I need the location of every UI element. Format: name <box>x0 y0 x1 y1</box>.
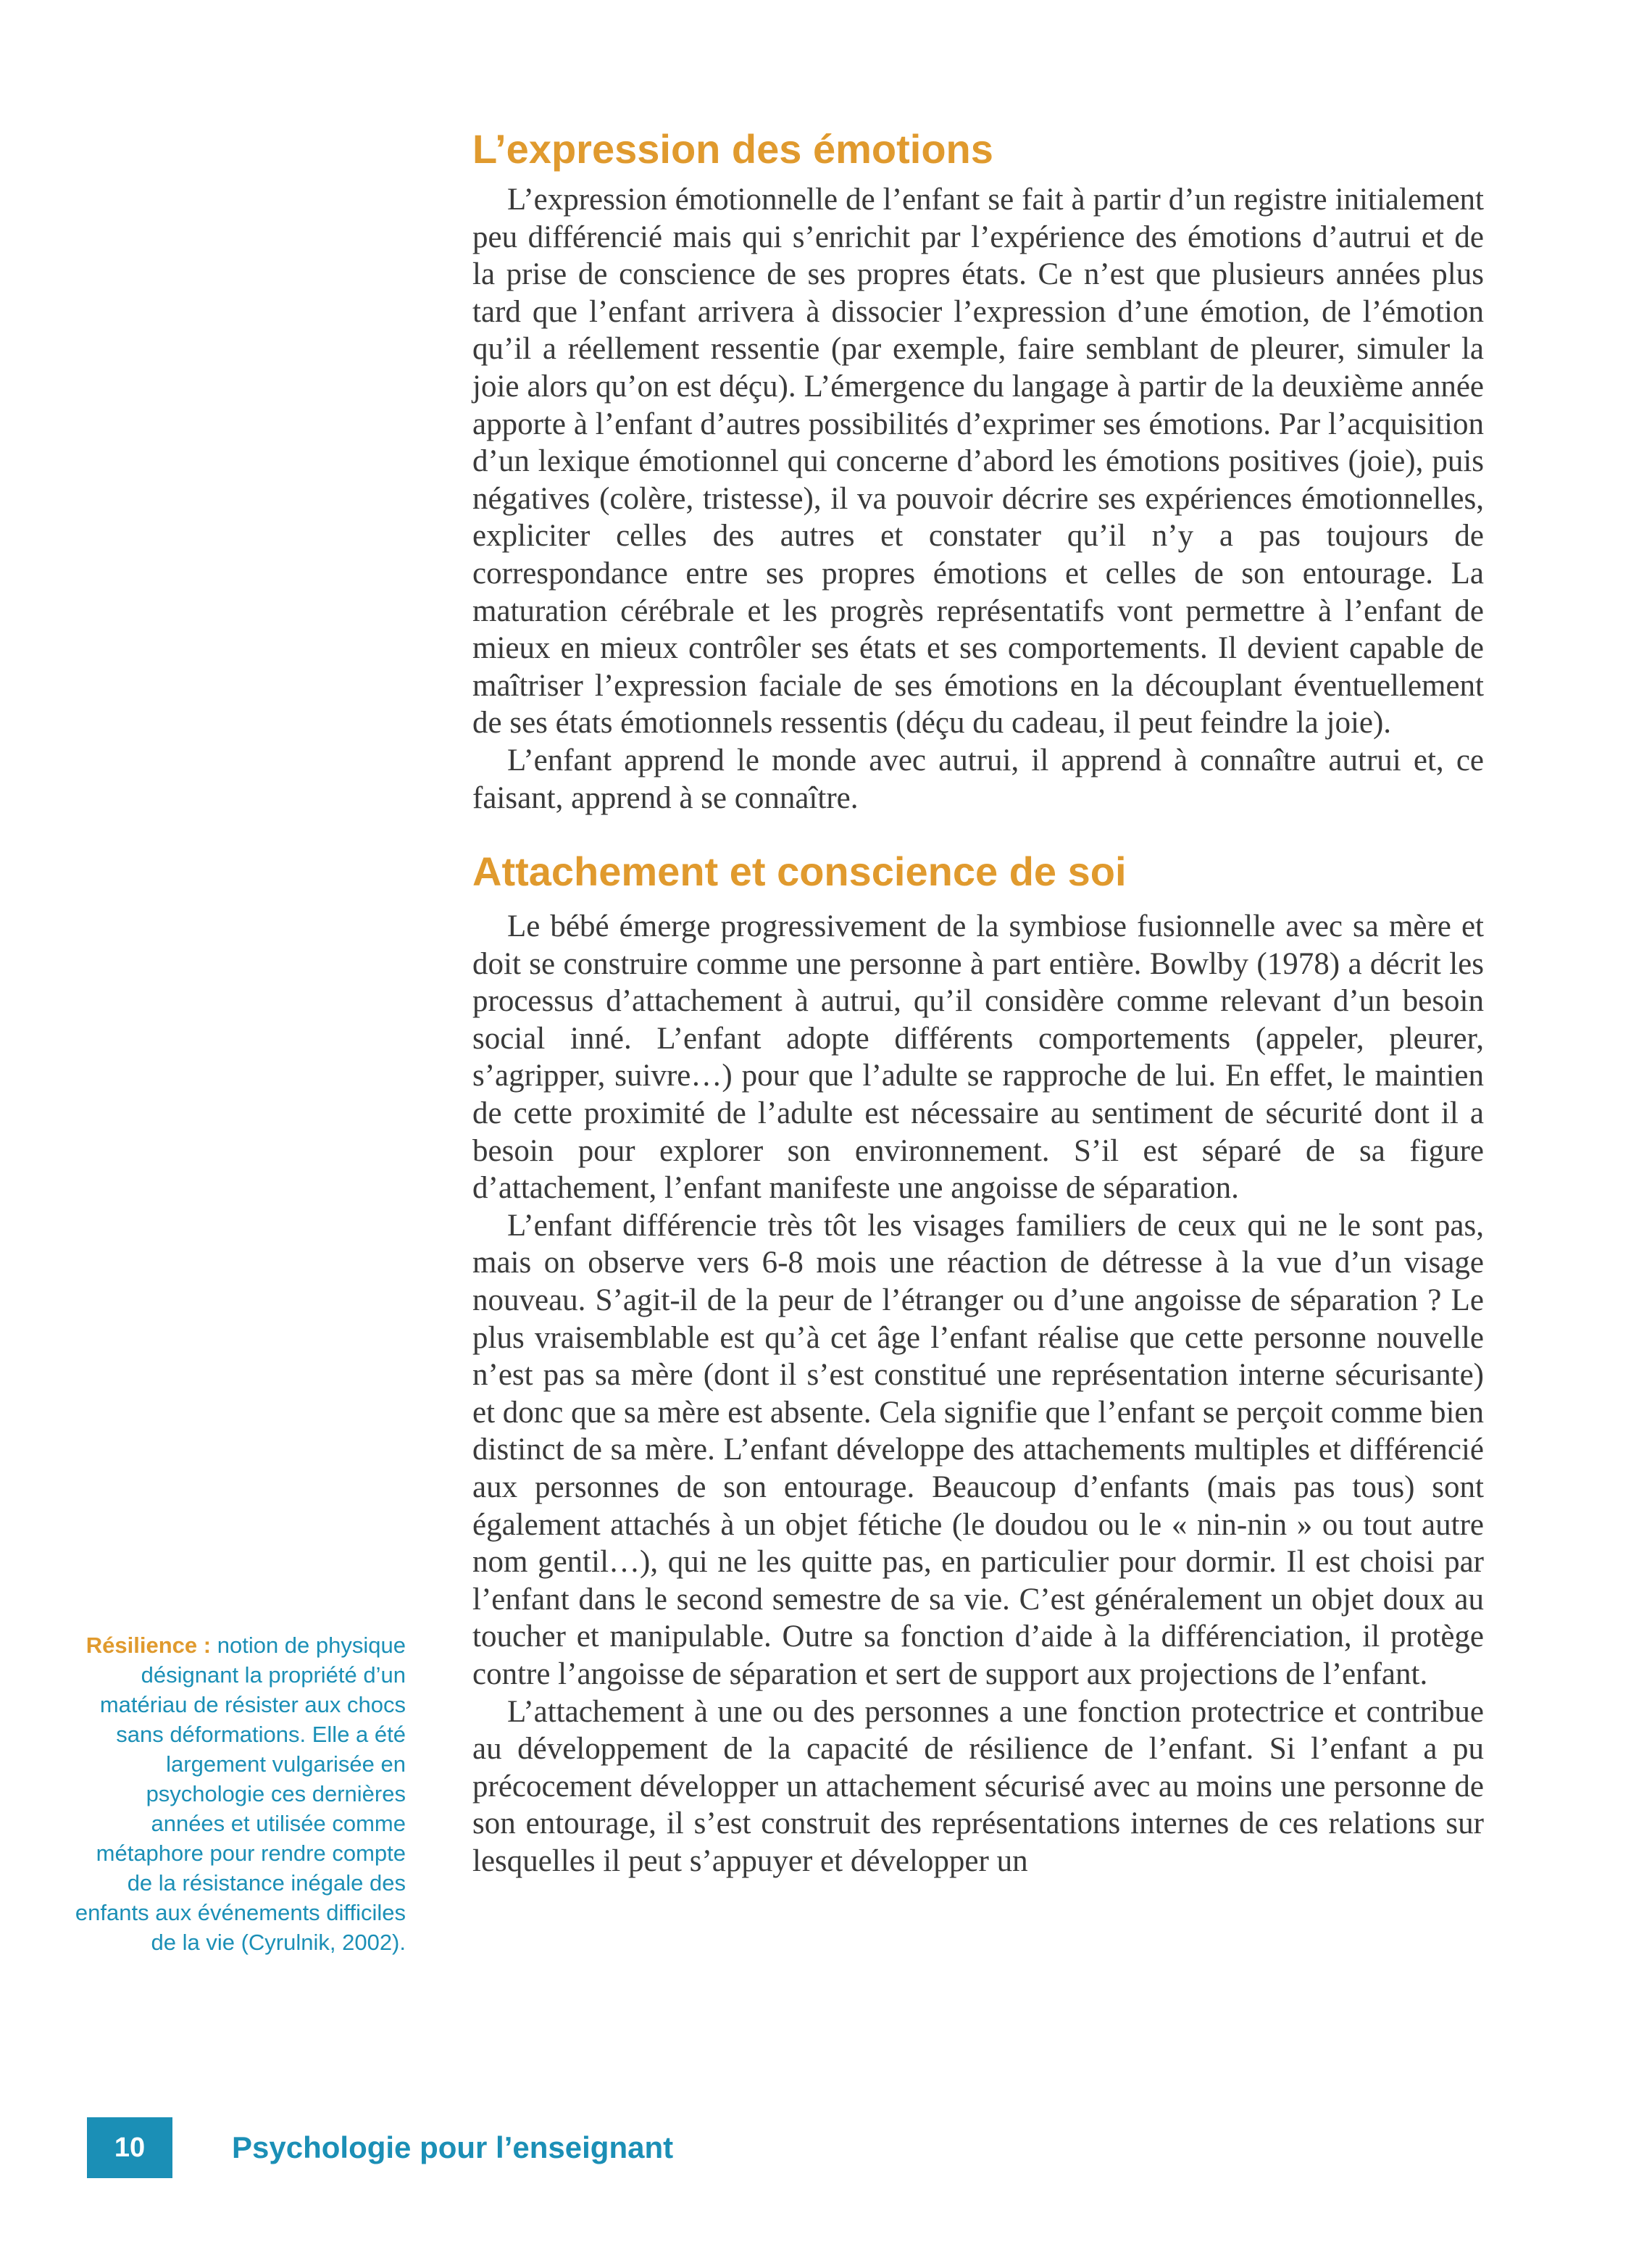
paragraph: L’attachement à une ou des personnes a une fonction protectrice et contribue au développement de la capacité de résilience de l’enfant. Si l’enfant a pu précocement développer un attachement sécurisé avec au moins une personne de son entourage, il s’est construit des représentations internes de ces relations sur lesquelles il peut s’appuyer et développer un <box>472 1694 1484 1878</box>
margin-note-resilience <box>72 1630 406 1957</box>
margin-note-text: notion de physique désignant la propriété d’un matériau de résister aux chocs sans déformations. Elle a été largement vulgarisée en psychologie ces dernières années et utilisée comme métaphore pour rendre compte de la résistance inégale des enfants aux événements difficiles de la vie (Cyrulnik, 2002). <box>75 1633 406 1955</box>
paragraph: L’enfant apprend le monde avec autrui, il apprend à connaître autrui et, ce faisant, apprend à se connaître. <box>472 743 1484 815</box>
section-heading-attachment: Attachement et conscience de soi <box>472 849 1127 895</box>
margin-note-term: Résilience : <box>85 1633 212 1658</box>
paragraph: L’expression émotionnelle de l’enfant se fait à partir d’un registre initialement peu différencié mais qui s’enrichit par l’expérience des émotions d’autrui et de la prise de conscience de ses propres états. Ce n’est que plusieurs années plus tard que l’enfant arrivera à dissocier l’expression d’une émotion, de l’émotion qu’il a réellement ressentie (par exemple, faire semblant de pleurer, simuler la joie alors qu’on est déçu). L’émergence du langage à partir de la deuxième année apporte à l’enfant d’autres possibilités d’exprimer ses émotions. Par l’acquisition d’un lexique émotionnel qui concerne d’abord les émotions positives (joie), puis négatives (colère, tristesse), il va pouvoir décrire ses expériences émotionnelles, expliciter celles des autres et constater qu’il n’y a pas toujours de correspondance entre ses propres émotions et celles de son entourage. La maturation cérébrale et les progrès représentatifs vont permettre à l’enfant de mieux en mieux contrôler ses états et ses comportements. Il devient capable de maîtriser l’expression faciale de ses émotions en la découplant éventuellement de ses états émotionnels ressentis (déçu du cadeau, il peut feindre la joie). <box>472 183 1484 741</box>
running-book-title: Psychologie pour l’enseignant <box>232 2130 674 2164</box>
main-text-column <box>472 123 1484 1880</box>
paragraph: Le bébé émerge progressivement de la symbiose fusionnelle avec sa mère et doit se construire comme une personne à part entière. Bowlby (1978) a décrit les processus d’attachement à autrui, qu’il considère comme relevant d’un besoin social inné. L’enfant adopte différents comportements (appeler, pleurer, s’agripper, suivre…) pour que l’adulte se rapproche de lui. En effet, le maintien de cette proximité de l’adulte est nécessaire au sentiment de sécurité dont il a besoin pour explorer son environnement. S’il est séparé de sa figure d’attachement, l’enfant manifeste une angoisse de séparation. <box>472 909 1484 1206</box>
paragraph: L’enfant différencie très tôt les visages familiers de ceux qui ne le sont pas, mais on observe vers 6-8 mois une réaction de détresse à la vue d’un visage nouveau. S’agit-il de la peur de l’étranger ou d’une angoisse de séparation ? Le plus vraisemblable est qu’à cet âge l’enfant réalise que cette personne nouvelle n’est pas sa mère (dont il s’est constitué une représentation interne sécurisante) et donc que sa mère est absente. Cela signifie que l’enfant se perçoit comme bien distinct de sa mère. L’enfant développe des attachements multiples et différencié aux personnes de son entourage. Beaucoup d’enfants (mais pas tous) sont également attachés à un objet fétiche (le doudou ou le « nin-nin » ou tout autre nom gentil…), qui ne les quitte pas, en particulier pour dormir. Il est choisi par l’enfant dans le second semestre de sa vie. C’est généralement un objet doux au toucher et manipulable. Outre sa fonction d’aide à la différenciation, il protège contre l’angoisse de séparation et sert de support aux projections de l’enfant. <box>472 1208 1484 1691</box>
page-number-badge: 10 <box>87 2117 172 2178</box>
section-heading-emotions: L’expression des émotions <box>472 126 993 172</box>
